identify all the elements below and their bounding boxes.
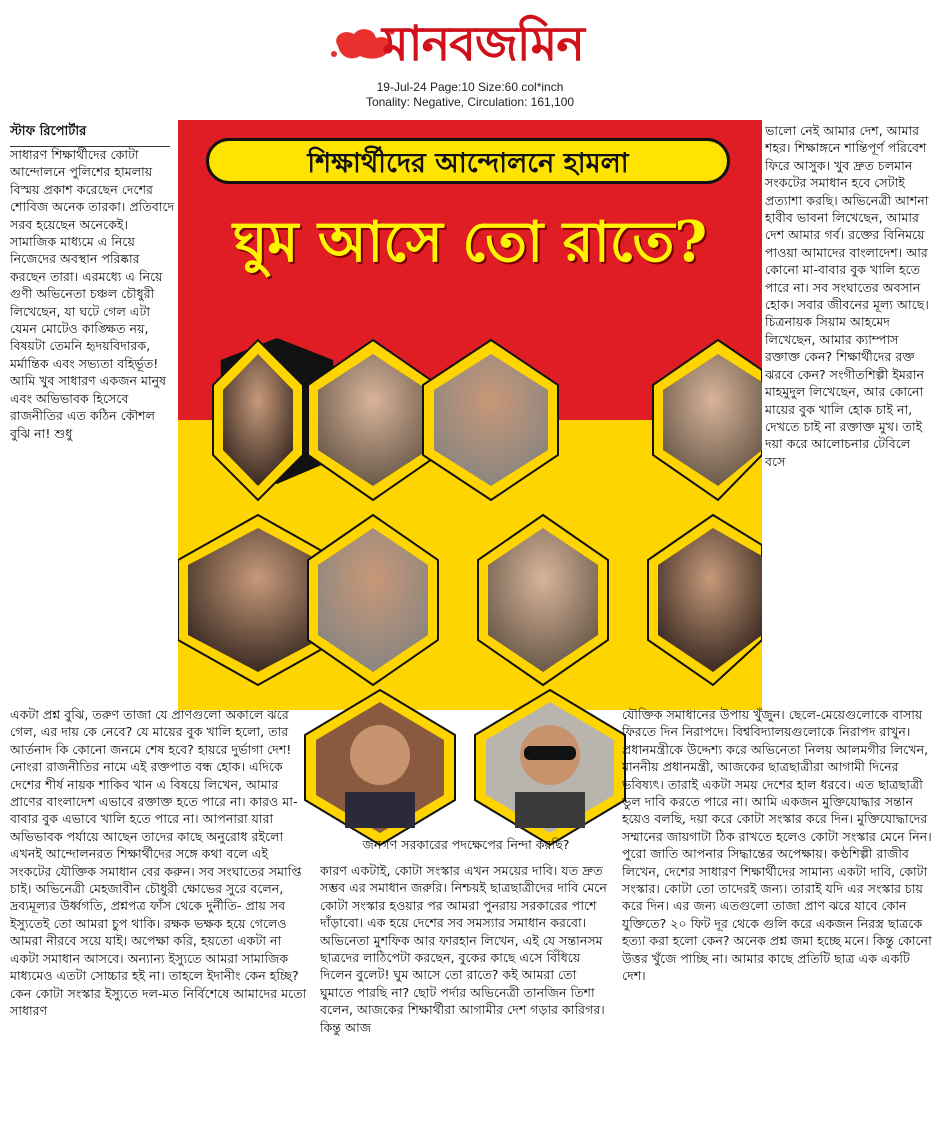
clipping-meta-date: 19-Jul-24 Page:10 Size:60 col*inch [376, 80, 564, 94]
kicker: শিক্ষার্থীদের আন্দোলনে হামলা [206, 138, 730, 184]
byline: স্টাফ রিপোর্টার [10, 122, 170, 147]
clipping-meta-tonality: Tonality: Negative, Circulation: 161,100 [365, 95, 575, 109]
portrait-4 [653, 340, 762, 500]
bottom-right-text: যৌক্তিক সমাধানের উপায় খুঁজুন। ছেলে-মেয়েগুলোকে বাসায় ফিরতে দিন নিরাপদে। বিশ্ববিদ্যালয়গুলোকে নিরাপদ রাখুন। প্রধানমন্ত্রীকে উদ্দেশ্য করে অভিনেতা নিলয় আলমগীর লিখেন, মাননীয় প্রধানমন্ত্রী, আজকের ছাত্রছাত্রীরা আগামী দিনের ভবিষ্যৎ। তারাই একটা সময় দেশের হাল ধরবে। এত ছাত্রছাত্রী ভুল দাবি করতে পারে না। আমি একজন মুক্তিযোদ্ধার সন্তান হয়েও বলছি, দয়া করে কোটা সংস্কার করে দিন। মুক্তিযোদ্ধাদের সম্মানের জায়গাটা ঠিক রাখতে হলেও কোটা সংস্কার মেনে নিন। পুরো জাতি আপনার সিদ্ধান্তের অপেক্ষায়। কণ্ঠশিল্পী রাজীব লিখেন, দেশের সাধারণ শিক্ষার্থীদের সামান্য একটা দাবি, কোটা সংস্কার। কোটা তো তাদেরই জন্য। তারাই যদি এর সংস্কার চায় করে দিন। এর জন্য এতগুলো তাজা প্রাণ ঝরে যাবে কোন যুক্তিতে? ২০ ফিট দূর থেকে গুলি করে একজন নিরস্ত্র ছাত্রকে হত্যা করা হলো কেন? অনেক প্রশ্ন জমা হচ্ছে মনে। কিন্তু কোনো উত্তর খুঁজে পাচ্ছি না। আমার কাছে প্রতিটি ছাত্র এক একটি দেশ। [622, 707, 932, 984]
portrait-10 [475, 690, 625, 845]
left-column-text: সাধারণ শিক্ষার্থীদের কোটা আন্দোলনে পুলিশের হামলায় বিস্ময় প্রকাশ করেছেন দেশের শোবিজ অনেক তারকা। প্রতিবাদে সরব হয়েছেন অনেকেই। সামাজিক মাধ্যমে এ নিয়ে নিজেদের অবস্থান পরিষ্কার করছেন তারা। এরমধ্যে এ নিয়ে গুণী অভিনেতা চঞ্চল চৌধুরী লিখেছেন, যা ঘটে গেল এটা যেমন মোটেও কাঙ্ক্ষিত নয়, বিষয়টা তেমনি হৃদয়বিদারক, মর্মান্তিক এবং সভ্যতা বহির্ভূত! আমি খুব সাধারণ একজন মানুষ এবং অভিভাবক হিসেবে রাজনীতির এত কঠিন কৌশল বুঝি না! শুধু [10, 147, 175, 441]
portrait-8 [648, 515, 762, 685]
headline: ঘুম আসে তো রাতে? [232, 209, 708, 275]
bottom-left-text: একটা প্রশ্ন বুঝি, তরুণ তাজা যে প্রাণগুলো অকালে ঝরে গেল, এর দায় কে নেবে? যে মায়ের বুক খালি হলো, তার আর্তনাদ কি কোনো জনমে শেষ হবে? হায়রে দুর্ভাগা দেশ! নোংরা রাজনীতির নামে এই রক্তপাত বন্ধ হোক। এদিকে দেশের শীর্ষ নায়ক শাকিব খান এ বিষয়ে লিখেন, আমার প্রাণের বাংলাদেশ এভাবে রক্তাক্ত হতে পারে না। কারও মা-বাবার বুক এভাবে খালি হতে পারে না। আপনারা যারা অভিভাবক পর্যায়ে আছেন তাদের কাছে অনুরোধ রইলো এখনই আন্দোলনরত শিক্ষার্থীদের সঙ্গে কথা বলে এই সংকটের যৌক্তিক সমাধান বের করুন। সব সংঘাতের সমাপ্তি চাই। অভিনেত্রী মেহজাবীন চৌধুরী ক্ষোভের সুরে বলেন, দ্রব্যমূল্যর উর্ধ্বগতি, প্রশ্নপত্র ফাঁস থেকে দুর্নীতি- প্রায় সব ইস্যুতেই তো আমরা চুপ থাকি। রক্ষক ভক্ষক হয়ে গেলেও আমরা নীরবে সয়ে যাই। অপেক্ষা করি, হয়তো একটা না একটা সমাধান আসবে। অন্যান্য ইস্যুতে আমরা সামাজিক মাধ্যমেও এতটা সোচ্চার হই না। তাহলে ইদানীং কেন হচ্ছি? কেন কোটা সংস্কার ইস্যুতে দল-মত নির্বিশেষে আমাদের মতো সাধারণ [10, 707, 307, 1018]
newspaper-logo [330, 6, 620, 76]
portrait-9 [305, 690, 455, 845]
logo-text: মানবজমিন [382, 16, 584, 72]
bottom-middle-column [320, 862, 612, 1136]
portrait-7 [478, 515, 608, 685]
middle-caption: জনগণ সরকারের পদক্ষেপের নিন্দা করছি? [362, 837, 570, 852]
right-column-text: ভালো নেই আমার দেশ, আমার শহর। শিক্ষাঙ্গনে শান্তিপূর্ণ পরিবেশ ফিরে আসুক। খুব দ্রুত চলমান সংকটের সমাধান হবে সেটাই প্রত্যাশা করছি। অভিনেত্রী আশনা হাবীব ভাবনা লিখেছেন, আমার দেশ আমার গর্ব। রক্তের বিনিময়ে পাওয়া আমাদের বাংলাদেশ। আর কোনো মা-বাবার বুক খালি হতে পারে না। সব সংঘাতের অবসান হোক। সবার জীবনের মূল্য আছে। চিত্রনায়ক সিয়াম আহমেদ লিখেছেন, আমার ক্যাম্পাস রক্তাক্ত কেন? শিক্ষার্থীদের রক্ত ঝরবে কেন? সংগীতশিল্পী ইমরান মাহমুদুল লিখেছেন, আর কোনো মায়ের বুক খালি হোক চাই না, দেখতে চাই না রক্তাক্ত মুখ। তাই দয়া করে আলোচনার টেবিলে বসে [765, 123, 929, 469]
bottom-right-column [622, 706, 934, 1136]
masthead [0, 0, 940, 112]
portrait-6 [308, 515, 438, 685]
left-column [10, 146, 175, 706]
portrait-3 [423, 340, 558, 500]
feature-panel [178, 120, 762, 710]
portrait-grid [178, 120, 762, 710]
portrait-grid-bottom [300, 680, 640, 850]
bottom-middle-text: কারণ একটাই, কোটা সংস্কার এখন সময়ের দাবি। যত দ্রুত সম্ভব এর সমাধান জরুরি। নিশ্চয়ই ছাত্রছাত্রীদের দাবি মেনে কোটা সংস্কার হওয়ার পর আমরা পুনরায় সরকারের পাশে দাঁড়াবো। এক হয়ে দেশের সব সমস্যার সমাধান করবো। অভিনেতা মুশফিক আর ফারহান লিখেন, এই যে সন্তানসম ছাত্রদের লাঠিপেটা করছেন, বুকের কাছে এসে বিঁধিয়ে দিলেন বুলেট! ঘুম আসে তো রাতে? কই আমরা তো ঘুমাতে পারছি না? ছোট পর্দার অভিনেত্রী তানজিন তিশা বলেন, আজকের শিক্ষার্থীরা আগামীর দেশ গড়ার কারিগর। কিন্তু আজ [320, 863, 607, 1035]
bottom-left-column [10, 706, 310, 1136]
right-column [765, 122, 933, 712]
